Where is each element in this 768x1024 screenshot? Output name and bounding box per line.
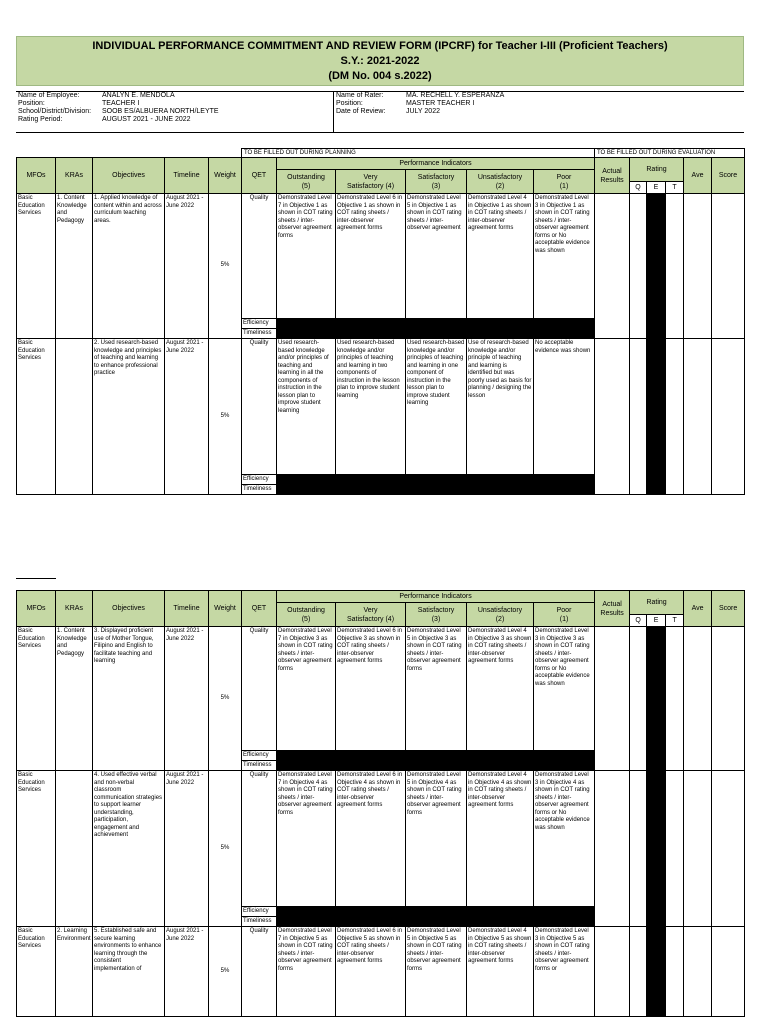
rating-e-cell (647, 627, 666, 771)
indicator-very-satisfactory: Demonstrated Level 6 in Objective 1 as shown in COT rating sheets / inter-observer agreement forms (336, 194, 406, 319)
rating-q-cell[interactable] (630, 927, 647, 1017)
qet-quality: Quality (242, 194, 277, 319)
qet-timeliness: Timeliness (242, 917, 277, 927)
timeline-header: Timeline (165, 591, 209, 627)
rating-t-cell[interactable] (666, 627, 684, 771)
q-header: Q (630, 615, 647, 627)
rating-header: Rating (630, 158, 684, 182)
t-header: T (666, 615, 684, 627)
table-row (17, 194, 745, 319)
mfo-cell: Basic Education Services (17, 927, 56, 1017)
indicator-outstanding: Demonstrated Level 7 in Objective 5 as shown in COT rating sheets / inter-observer agreement forms (277, 927, 336, 1017)
rating-t-cell[interactable] (666, 927, 684, 1017)
e-header: E (647, 615, 666, 627)
unsatisfactory-header: Unsatisfactory (2) (467, 603, 534, 627)
employee-name-label: Name of Employee: (18, 92, 80, 99)
rating-e-cell (647, 771, 666, 927)
indicator-unsatisfactory: Demonstrated Level 4 in Objective 3 as shown in COT rating sheets / inter-observer agreement forms (467, 627, 534, 751)
timeline-cell: August 2021 - June 2022 (165, 627, 209, 771)
timeline-header: Timeline (165, 158, 209, 194)
indicator-poor: Demonstrated Level 3 in Objective 1 as shown in COT rating sheets / inter-observer agreement forms or No acceptable evidence was shown (534, 194, 595, 319)
rating-period: AUGUST 2021 - JUNE 2022 (102, 116, 191, 123)
timeline-cell: August 2021 - June 2022 (165, 927, 209, 1017)
score-cell[interactable] (712, 194, 745, 339)
indicator-unsatisfactory: Use of research-based knowledge and/or principle of teaching and learning is identified but was poorly used as basis for planning / designing the lesson (467, 339, 534, 475)
table-row (17, 927, 745, 1017)
qet-efficiency: Efficiency (242, 751, 277, 761)
ipcrf-table-page1 (16, 148, 745, 495)
form-title-line3: (DM No. 004 s.2022) (328, 70, 432, 82)
actual-results-header: Actual Results (595, 591, 630, 627)
qet-quality: Quality (242, 771, 277, 907)
score-cell[interactable] (712, 339, 745, 495)
rating-e-cell (647, 194, 666, 339)
rating-q-cell[interactable] (630, 627, 647, 771)
e-header: E (647, 182, 666, 194)
weight-cell: 5% (209, 339, 242, 495)
satisfactory-header: Satisfactory (3) (406, 170, 467, 194)
rating-q-cell[interactable] (630, 339, 647, 495)
weight-cell: 5% (209, 927, 242, 1017)
ave-cell[interactable] (684, 339, 712, 495)
timeline-cell: August 2021 - June 2022 (165, 194, 209, 339)
employee-position: TEACHER I (102, 100, 140, 107)
score-header: Score (712, 158, 745, 194)
qet-efficiency: Efficiency (242, 475, 277, 485)
score-cell[interactable] (712, 771, 745, 927)
rating-period-label: Rating Period: (18, 116, 63, 123)
indicator-unsatisfactory: Demonstrated Level 4 in Objective 1 as shown in COT rating sheets / inter-observer agreement forms (467, 194, 534, 319)
kras-header: KRAs (56, 591, 93, 627)
qet-header: QET (242, 591, 277, 627)
mfos-header: MFOs (17, 591, 56, 627)
indicator-outstanding: Used research-based knowledge and/or principles of teaching and learning in all the components of instruction in the lesson plan to improve student learning (277, 339, 336, 475)
table-row (17, 771, 745, 907)
weight-cell: 5% (209, 194, 242, 339)
actual-results-header: Actual Results (595, 158, 630, 194)
rating-t-cell[interactable] (666, 339, 684, 495)
mfo-cell: Basic Education Services (17, 771, 56, 927)
qet-timeliness: Timeliness (242, 329, 277, 339)
table-row (17, 339, 745, 475)
actual-results-cell[interactable] (595, 194, 630, 339)
table-row (17, 627, 745, 751)
mfo-cell: Basic Education Services (17, 194, 56, 339)
timeline-cell: August 2021 - June 2022 (165, 771, 209, 927)
outstanding-header: Outstanding (5) (277, 603, 336, 627)
performance-indicators-header: Performance Indicators (277, 158, 595, 170)
rating-q-cell[interactable] (630, 194, 647, 339)
evaluation-bar: TO BE FILLED OUT DURING EVALUATION (595, 149, 745, 158)
indicator-poor: No acceptable evidence was shown (534, 339, 595, 475)
indicator-satisfactory: Demonstrated Level 5 in Objective 5 as shown in COT rating sheets / inter-observer agreement forms (406, 927, 467, 1017)
indicator-unsatisfactory: Demonstrated Level 4 in Objective 5 as shown in COT rating sheets / inter-observer agreement forms (467, 927, 534, 1017)
objectives-header: Objectives (93, 158, 165, 194)
weight-cell: 5% (209, 627, 242, 771)
review-date: JULY 2022 (406, 108, 440, 115)
kra-cell: 1. Content Knowledge and Pedagogy (56, 627, 93, 771)
employee-position-label: Position: (18, 100, 45, 107)
objective-cell: 5. Established safe and secure learning environments to enhance learning through the consistent implementation of (93, 927, 165, 1017)
indicator-very-satisfactory: Demonstrated Level 6 in Objective 3 as shown in COT rating sheets / inter-observer agreement forms (336, 627, 406, 751)
indicator-very-satisfactory: Demonstrated Level 6 in Objective 4 as shown in COT rating sheets / inter-observer agreement forms (336, 771, 406, 907)
timeline-cell: August 2021 - June 2022 (165, 339, 209, 495)
form-title-line1: INDIVIDUAL PERFORMANCE COMMITMENT AND REVIEW FORM (IPCRF) for Teacher I-III (Proficient Teachers) (92, 40, 668, 52)
weight-header: Weight (209, 158, 242, 194)
qet-quality: Quality (242, 627, 277, 751)
mfo-cell: Basic Education Services (17, 627, 56, 771)
actual-results-cell[interactable] (595, 927, 630, 1017)
rater-info (334, 92, 506, 116)
poor-header: Poor (1) (534, 603, 595, 627)
ave-cell[interactable] (684, 927, 712, 1017)
mfos-header: MFOs (17, 158, 56, 194)
rating-t-cell[interactable] (666, 194, 684, 339)
employee-name: ANALYN E. MENDOLA (102, 92, 175, 99)
score-cell[interactable] (712, 627, 745, 771)
q-header: Q (630, 182, 647, 194)
actual-results-cell[interactable] (595, 339, 630, 495)
mfo-cell: Basic Education Services (17, 339, 56, 495)
indicator-satisfactory: Used research-based knowledge and/or principles of teaching and learning in one component of instruction in the lesson plan to improve student learning (406, 339, 467, 475)
indicator-poor: Demonstrated Level 3 in Objective 3 as shown in COT rating sheets / inter-observer agreement forms or No acceptable evidence was shown (534, 627, 595, 751)
objective-cell: 1. Applied knowledge of content within and across curriculum teaching areas. (93, 194, 165, 339)
poor-header: Poor (1) (534, 170, 595, 194)
ave-header: Ave (684, 158, 712, 194)
objective-cell: 2. Used research-based knowledge and principles of teaching and learning to enhance professional practice (93, 339, 165, 495)
outstanding-header: Outstanding (5) (277, 170, 336, 194)
objective-cell: 4. Used effective verbal and non-verbal classroom communication strategies to support learner understanding, participation, engagement and achievement (93, 771, 165, 927)
rating-e-cell (647, 339, 666, 495)
t-header: T (666, 182, 684, 194)
indicator-very-satisfactory: Used research-based knowledge and/or principles of teaching and learning in two components of instruction in the lesson plan to improve student learning (336, 339, 406, 475)
score-cell[interactable] (712, 927, 745, 1017)
indicator-satisfactory: Demonstrated Level 5 in Objective 4 as shown in COT rating sheets / inter-observer agreement forms (406, 771, 467, 907)
review-date-label: Date of Review: (336, 108, 386, 115)
satisfactory-header: Satisfactory (3) (406, 603, 467, 627)
rater-position-label: Position: (336, 100, 363, 107)
qet-timeliness: Timeliness (242, 485, 277, 495)
indicator-satisfactory: Demonstrated Level 5 in Objective 1 as shown in COT rating sheets / inter-observer agreement (406, 194, 467, 319)
kra-cell: 1. Content Knowledge and Pedagogy (56, 194, 93, 339)
indicator-poor: Demonstrated Level 3 in Objective 5 as shown in COT rating sheets / inter-observer agreement forms or (534, 927, 595, 1017)
objective-cell: 3. Displayed proficient use of Mother Tongue, Filipino and English to facilitate teaching and learning (93, 627, 165, 771)
actual-results-cell[interactable] (595, 771, 630, 927)
rater-name-label: Name of Rater: (336, 92, 384, 99)
employee-school: SOOB ES/ALBUERA NORTH/LEYTE (102, 108, 219, 115)
very-satisfactory-header: Very Satisfactory (4) (336, 603, 406, 627)
rater-name: MA. RECHELL Y. ESPERANZA (406, 92, 505, 99)
qet-timeliness: Timeliness (242, 761, 277, 771)
very-satisfactory-header: Very Satisfactory (4) (336, 170, 406, 194)
indicator-outstanding: Demonstrated Level 7 in Objective 3 as shown in COT rating sheets / inter-observer agreement forms (277, 627, 336, 751)
rating-q-cell[interactable] (630, 771, 647, 927)
ipcrf-table-page2 (16, 590, 745, 1017)
indicator-very-satisfactory: Demonstrated Level 6 in Objective 5 as shown in COT rating sheets / inter-observer agreement forms (336, 927, 406, 1017)
weight-cell: 5% (209, 771, 242, 927)
weight-header: Weight (209, 591, 242, 627)
planning-bar: TO BE FILLED OUT DURING PLANNING (242, 149, 595, 158)
objectives-header: Objectives (93, 591, 165, 627)
employee-info (16, 92, 221, 124)
rating-header: Rating (630, 591, 684, 615)
qet-quality: Quality (242, 339, 277, 475)
qet-header: QET (242, 158, 277, 194)
rater-position: MASTER TEACHER I (406, 100, 475, 107)
indicator-unsatisfactory: Demonstrated Level 4 in Objective 4 as shown in COT rating sheets / inter-observer agreement forms (467, 771, 534, 907)
indicator-poor: Demonstrated Level 3 in Objective 4 as shown in COT rating sheets / inter-observer agreement forms or No acceptable evidence was shown (534, 771, 595, 907)
indicator-outstanding: Demonstrated Level 7 in Objective 1 as shown in COT rating sheets / inter-observer agreement forms (277, 194, 336, 319)
form-title-line2: S.Y.: 2021-2022 (340, 55, 420, 67)
score-header: Score (712, 591, 745, 627)
kras-header: KRAs (56, 158, 93, 194)
indicator-outstanding: Demonstrated Level 7 in Objective 4 as shown in COT rating sheets / inter-observer agreement forms (277, 771, 336, 907)
kra-cell (56, 339, 93, 495)
page-divider (16, 578, 56, 579)
indicator-satisfactory: Demonstrated Level 5 in Objective 3 as shown in COT rating sheets / inter-observer agreement forms (406, 627, 467, 751)
qet-efficiency: Efficiency (242, 319, 277, 329)
form-title (16, 36, 744, 86)
rating-e-cell (647, 927, 666, 1017)
employee-school-label: School/District/Division: (18, 108, 92, 115)
ave-header: Ave (684, 591, 712, 627)
unsatisfactory-header: Unsatisfactory (2) (467, 170, 534, 194)
actual-results-cell[interactable] (595, 627, 630, 771)
ave-cell[interactable] (684, 627, 712, 771)
qet-quality: Quality (242, 927, 277, 1017)
ave-cell[interactable] (684, 194, 712, 339)
qet-efficiency: Efficiency (242, 907, 277, 917)
kra-cell: 2. Learning Environment (56, 927, 93, 1017)
rating-t-cell[interactable] (666, 771, 684, 927)
ave-cell[interactable] (684, 771, 712, 927)
kra-cell (56, 771, 93, 927)
performance-indicators-header: Performance Indicators (277, 591, 595, 603)
